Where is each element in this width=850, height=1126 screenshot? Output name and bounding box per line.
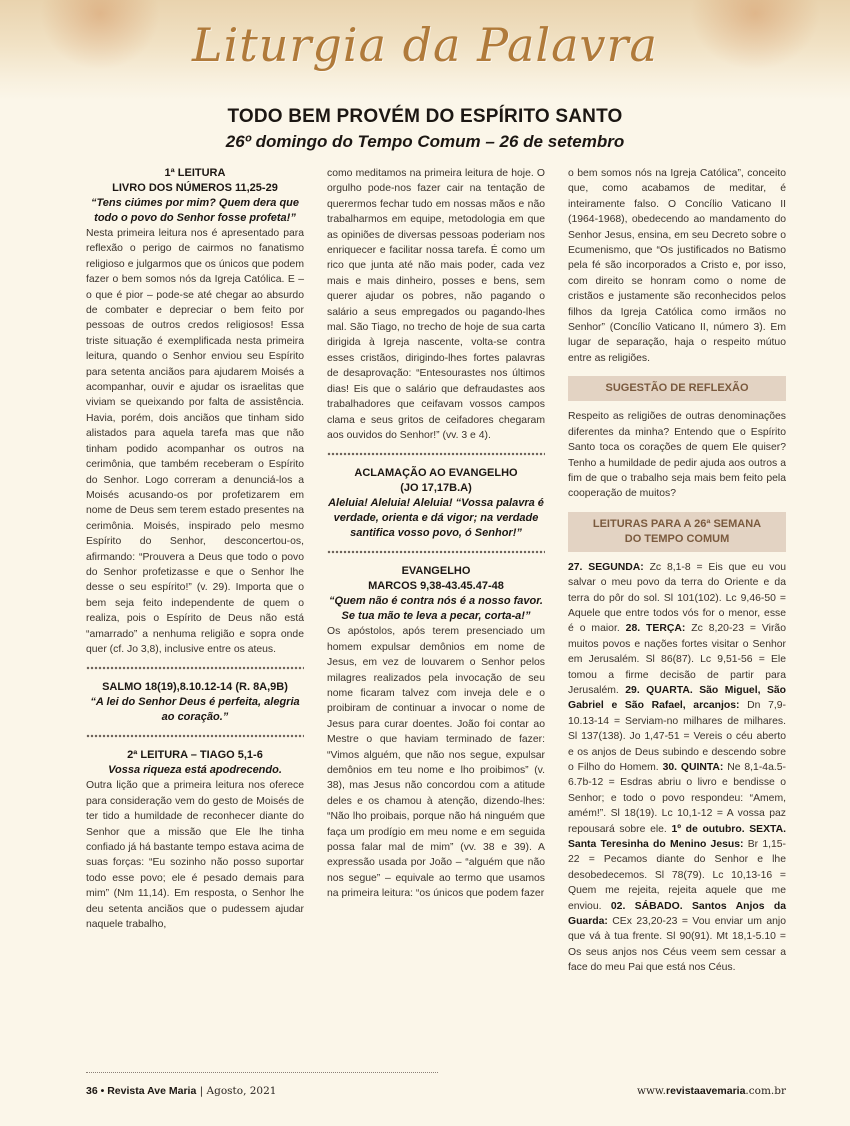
reflection-body: Respeito as religiões de outras denominações diferentes da minha? Entendo que o Espírito Santo toca os corações de quem Ele quiser? Tenho a humildade de pedir ajuda aos outros a fim de que o trabalho seja mais bem feito pela cooperação de muitos? <box>568 411 786 500</box>
footer-www: www. <box>636 1085 667 1097</box>
day-29-text: Dn 7,9-10.13-14 = Serviam-no milhares de milhares. Sl 137(138). Jo 1,47-51 = Vereis o céu aberto e os anjos de Deus subindo e descendo sobre o Filho do Homem. <box>568 700 786 773</box>
acclamation-text: Aleluia! Aleluia! Aleluia! “Vossa palavra é verdade, orienta e dá vigor; na verdade santifica vosso povo, ó Senhor!” <box>328 497 544 540</box>
footer-page-number: 36 • Revista Ave Maria <box>86 1085 197 1097</box>
footer-divider <box>86 1072 438 1073</box>
day-01-text: Br 1,15-22 = Pecamos diante do Senhor e lhe desobedecemos. Sl 78(79). Lc 10,13-16 = Quem me rejeita, rejeita aquele que me enviou. <box>568 839 786 912</box>
dotted-divider <box>327 451 545 457</box>
week-readings-list <box>568 560 786 976</box>
footer-separator: | <box>196 1085 207 1097</box>
reading1-quote: “Tens ciúmes por mim? Quem dera que todo o povo do Senhor fosse profeta!” <box>90 197 300 224</box>
dotted-divider <box>86 665 304 671</box>
dotted-divider <box>86 733 304 739</box>
day-30-text: Ne 8,1-4a.5-6.7b-12 = Esdras abriu o livro e bendisse o Senhor; e todo o povo respondeu: “Amem, amém!”. Sl 18(19). Lc 10,1-12 = A vossa paz repousará sobre ele. <box>568 762 786 835</box>
gospel-ref: MARCOS 9,38-43.45.47-48 <box>368 580 504 593</box>
footer-date: Agosto, 2021 <box>206 1085 277 1097</box>
gospel-continued: o bem somos nós na Igreja Católica”, conceito que, como acabamos de meditar, é inteiramente falso. O Concílio Vaticano II (1964-1968), obedecendo ao mandamento do Senhor Jesus, ensina, em seu Decreto sobre o Ecumenismo, que “Os justificados no Batismo pela fé são incorporados a Cristo e, por isso, com direito se honram como o nome de cristãos e justamente são reconhecidos pelos filhos da Igreja Católica como irmãos no Senhor” (Concílio Vaticano II, número 3). Em lugar de separação, haja o respeito mútuo entre as religiões. <box>568 168 786 364</box>
column-3 <box>568 166 786 976</box>
acclamation-label: ACLAMAÇÃO AO EVANGELHO <box>354 467 518 480</box>
reading1-ref: LIVRO DOS NÚMEROS 11,25-29 <box>112 182 278 194</box>
day-30-label: 30. QUINTA: <box>662 762 724 773</box>
reading2-label: 2ª LEITURA – TIAGO 5,1-6 <box>127 749 263 762</box>
footer-tld: .com.br <box>745 1085 786 1097</box>
day-02-label: 02. SÁBADO. Santos Anjos da Guarda: <box>568 900 786 928</box>
reading2-continued: como meditamos na primeira leitura de hoje. O orgulho pode-nos fazer cair na tentação de querermos fechar tudo em nossas mãos e não trabalharmos em equipe, metodologia em que as opiniões de diversas pessoas poderiam nos enriquecer e facilitar nossa tarefa. É como um rico que junta até não mais poder, cada vez mais e mais dinheiro, posses e bens, sem querer ajudar os pobres, não pagando o salário a seus empregados ou pagando-lhes mal. São Tiago, no trecho de hoje de sua carta dirigida à Igreja nascente, volta-se contra esses cristãos, dirigindo-lhes fortes palavras de desaprovação: “Entesourastes nos últimos dias! Eis que o salário que defraudastes aos trabalhadores que ceifavam vossos campos clama e seus gritos de ceifadores chegaram aos ouvidos do Senhor!” (vv. 3 e 4). <box>327 168 545 441</box>
week-label-line1: LEITURAS PARA A 26ª SEMANA <box>592 517 762 530</box>
day-27-label: 27. SEGUNDA: <box>568 561 644 573</box>
footer-page-info <box>86 1085 276 1097</box>
gospel-quote: “Quem não é contra nós é a nosso favor. Se tua mão te leva a pecar, corta-a!” <box>329 595 543 623</box>
reading1-label: 1ª LEITURA <box>164 167 226 179</box>
column-1 <box>86 166 304 932</box>
footer-website <box>637 1085 786 1097</box>
reading2-quote: Vossa riqueza está apodrecendo. <box>108 764 282 777</box>
gospel-body: Os apóstolos, após terem presenciado um homem expulsar demônios em nome de Jesus, em vez de louvarem o Senhor pelos milagres realizados pela invocação de seu nome ficaram talvez com inveja dele e o proibiram de continuar a invocar o nome de Jesus para curar doentes. João foi contar ao Mestre o que haviam terminado de fazer: “Vimos alguém, que não nos segue, expulsar demônios em teu nome e lho proibimos” (v. 38), mas Jesus não concordou com a atitude deles e os chamou à atenção, dizendo-lhes: “Não lho proibais, porque não há ninguém que faça um prodígio em meu nome e em seguida possa falar mal de mim” (vv. 38 e 39). A expressão usada por João – “alguém que não nos segue” – equivale ao termo que usamos na primeira leitura: “os únicos que podem fazer <box>327 626 545 900</box>
day-27-text: Zc 8,1-8 = Eis que eu vou salvar o meu povo da terra do Oriente e da terra do pôr do sol. Sl 101(102). Lc 9,46-50 = Aquele que entre todos vós for o menor, esse é o maior. <box>568 561 787 635</box>
reflection-heading-box <box>568 376 786 401</box>
day-28-label: 28. TERÇA: <box>625 623 686 635</box>
reflection-label: SUGESTÃO DE REFLEXÃO <box>605 382 749 395</box>
footer-site-name: revistaavemaria <box>666 1085 746 1097</box>
week-readings-heading-box <box>568 512 786 552</box>
day-02-text: CEx 23,20-23 = Vou enviar um anjo que vá à tua frente. Sl 90(91). Mt 18,1-5.10 = Os seus anjos nos Céus veem sem cessar a face do meu Pai que está nos Céus. <box>568 916 786 974</box>
page-title: TODO BEM PROVÉM DO ESPÍRITO SANTO <box>227 106 623 127</box>
day-28-text: Zc 8,20-23 = Virão muitos povos e nações fortes visitar o Senhor em Jerusalém. Sl 86(87). Lc 9,51-56 = Ele tomou a firme decisão de partir para Jerusalém. <box>568 623 786 696</box>
column-2 <box>327 166 545 902</box>
reading1-body: Nesta primeira leitura nos é apresentado para reflexão o perigo de cairmos no fanatismo religioso e julgarmos que os únicos que podem fazer o bem somos nós da Igreja Católica. E – o que é pior – pode-se até chegar ao absurdo de combater e depreciar o bem feito por pessoas de outros credos religiosos! Essa triste situação é exemplificada nesta primeira leitura, quando o Senhor enviou seu Espírito para setenta anciãos para ajudarem Moisés a acompanhar, ouvir e ajudar os israelitas que viviam se queixando por falta de assistência. Havia, porém, dois anciãos que tinham sido alistados para aquela tarefa mas que não tinham podido acompanhar os outros na cerimônia, que também receberam o Espírito do Senhor. Logo correram a denunciá-los a Moisés acusando-os por profetizarem em nome de Deus sem terem estado presentes na cerimônia. Moisés, inspirado pelo mesmo Espírito do Senhor, desconcertou-os, afirmando: “Prouvera a Deus que todo o povo do Senhor profetizasse e que o Senhor lhe desse o seu espírito!” (v. 29). Importa que o bem seja feito independente de quem o realiza, pois o Espírito de Deus não está “amarrado” a nenhuma religião e sopra onde quer (cf. Jo 3,8), inclusive entre os ateus. <box>86 228 304 655</box>
acclamation-ref: (JO 17,17B.A) <box>400 482 472 495</box>
day-29-label: 29. QUARTA. São Miguel, São Gabriel e São Rafael, arcanjos: <box>568 684 786 712</box>
day-01-label: 1º de outubro. SEXTA. Santa Teresinha do Menino Jesus: <box>568 823 786 851</box>
psalm-quote: “A lei do Senhor Deus é perfeita, alegria ao coração.” <box>90 696 300 724</box>
gospel-label: EVANGELHO <box>401 565 471 578</box>
dotted-divider <box>327 549 545 555</box>
psalm-ref: SALMO 18(19),8.10.12-14 (R. 8A,9B) <box>102 681 288 694</box>
page-subtitle: 26º domingo do Tempo Comum – 26 de setembro <box>225 132 625 151</box>
reading2-body: Outra lição que a primeira leitura nos oferece para consideração vem do gesto de Moisés de ter tido a humildade de reconhecer diante do Senhor que a missão que Ele lhe tinha confiado já há bastante tempo estava acima de suas forças: “Eu sozinho não posso suportar todo esse povo; ele é pesado demais para mim” (Nm 11,14). Em resposta, o Senhor lhe deu setenta anciãos que o pudessem ajudar naquele trabalho, <box>86 780 304 931</box>
week-label-line2: DO TEMPO COMUM <box>624 532 730 545</box>
section-masthead: Liturgia da Palavra <box>192 18 658 72</box>
